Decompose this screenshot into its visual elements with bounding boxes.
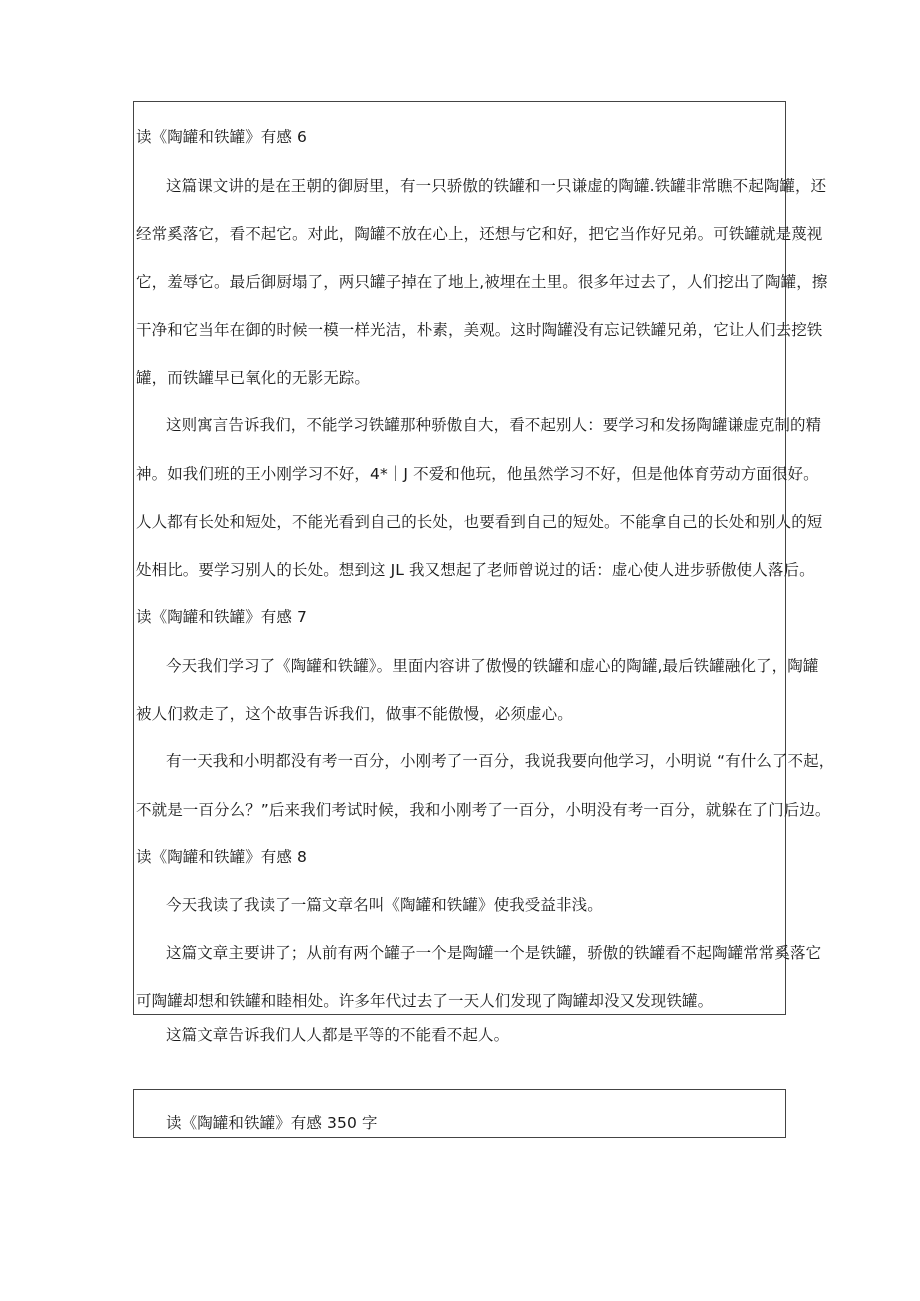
paragraph-line: 这篇文章主要讲了；从前有两个罐子一个是陶罐一个是铁罐，骄傲的铁罐看不起陶罐常常奚落它: [166, 944, 822, 962]
paragraph-line: 可陶罐却想和铁罐和睦相处。许多年代过去了一天人们发现了陶罐却没又发现铁罐。: [136, 992, 714, 1010]
section-heading-8: 读《陶罐和铁罐》有感 8: [136, 848, 307, 866]
paragraph-line: 被人们救走了，这个故事告诉我们，做事不能傲慢，必须虚心。: [136, 705, 573, 723]
closing-line: 这篇文章告诉我们人人都是平等的不能看不起人。: [166, 1026, 510, 1044]
paragraph-line: 干净和它当年在御的时候一模一样光洁，朴素，美观。这时陶罐没有忘记铁罐兄弟，它让人们去挖铁: [136, 321, 823, 339]
paragraph-line: 经常奚落它，看不起它。对此，陶罐不放在心上，还想与它和好，把它当作好兄弟。可铁罐就是蔑视: [136, 225, 823, 243]
paragraph-line: 今天我们学习了《陶罐和铁罐》。里面内容讲了傲慢的铁罐和虚心的陶罐,最后铁罐融化了，陶罐: [166, 657, 819, 675]
section-heading-7: 读《陶罐和铁罐》有感 7: [136, 608, 307, 626]
paragraph-line: 罐，而铁罐早已氧化的无影无踪。: [136, 369, 371, 387]
paragraph-line: 今天我读了我读了一篇文章名叫《陶罐和铁罐》使我受益非浅。: [166, 896, 603, 914]
section-heading-6: 读《陶罐和铁罐》有感 6: [136, 128, 307, 146]
paragraph-line: 处相比。要学习别人的长处。想到这 JL 我又想起了老师曾说过的话：虚心使人进步骄傲使人落后。: [136, 561, 815, 579]
paragraph-line: 不就是一百分么？”后来我们考试时候，我和小刚考了一百分，小明没有考一百分，就躲在了门后边。: [136, 801, 831, 819]
paragraph-line: 这篇课文讲的是在王朝的御厨里，有一只骄傲的铁罐和一只谦虚的陶罐.铁罐非常瞧不起陶罐，还: [166, 177, 827, 195]
paragraph-line: 神。如我们班的王小刚学习不好，4*｜J 不爱和他玩，他虽然学习不好，但是他体育劳动方面很好。: [136, 465, 819, 483]
footer-title: 读《陶罐和铁罐》有感 350 字: [166, 1114, 378, 1132]
paragraph-line: 人人都有长处和短处，不能光看到自己的长处，也要看到自己的短处。不能拿自己的长处和别人的短: [136, 513, 823, 531]
paragraph-line: 这则寓言告诉我们，不能学习铁罐那种骄傲自大，看不起别人：要学习和发扬陶罐谦虚克制的精: [166, 416, 822, 434]
paragraph-line: 它，羞辱它。最后御厨塌了，两只罐子掉在了地上,被埋在土里。很多年过去了，人们挖出了陶罐，擦: [136, 273, 828, 291]
paragraph-line: 有一天我和小明都没有考一百分，小刚考了一百分，我说我要向他学习，小明说 “有什么了不起，: [166, 752, 835, 770]
